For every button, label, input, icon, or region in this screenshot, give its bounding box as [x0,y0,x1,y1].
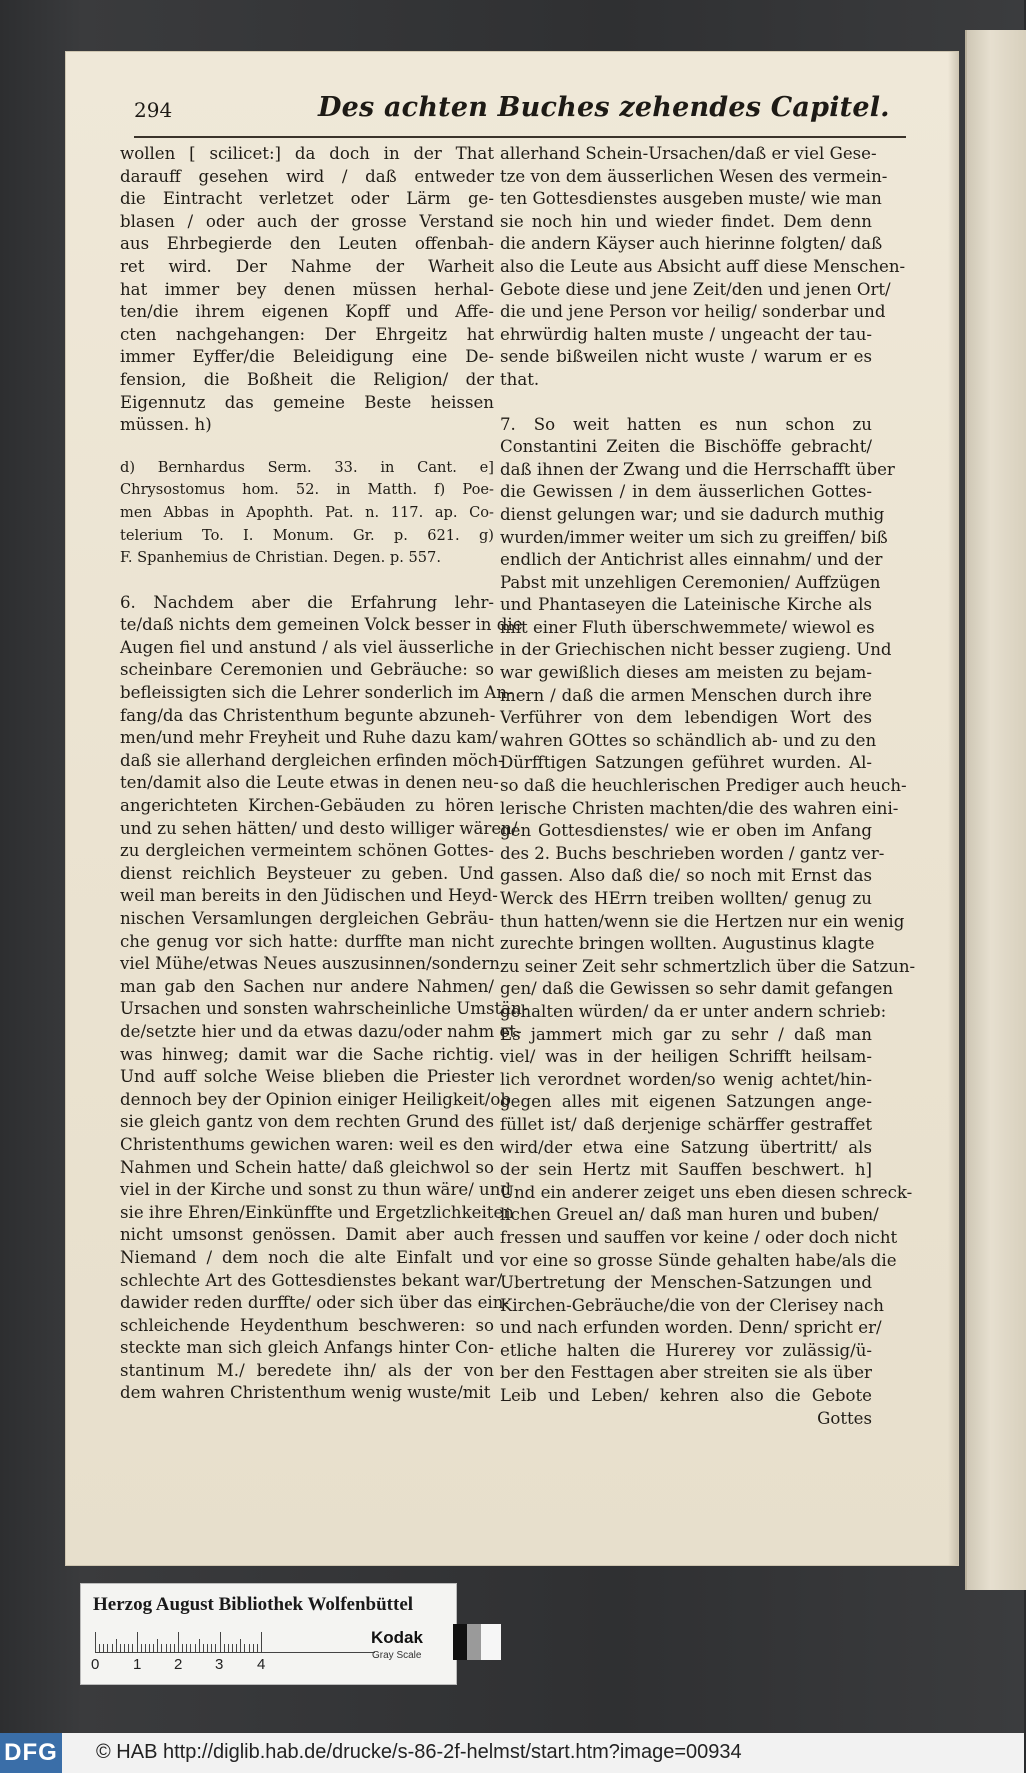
text-line: Leib und Leben/ kehren also die Gebote [500,1386,872,1406]
ruler-tick [170,1644,171,1652]
ruler-tick [145,1644,146,1652]
ruler-number: 2 [174,1656,183,1673]
text-line: Nahmen und Schein hatte/ daß gleichwol so [120,1157,494,1177]
gray-scale-label: Gray Scale [372,1650,422,1661]
text-line: sende bißweilen nicht wuste / warum er es [500,347,872,367]
running-head: Des achten Buches zehendes Capitel. [318,92,890,123]
footnote-line: F. Spanhemius de Christian. Degen. p. 557. [120,549,441,567]
ruler-tick [186,1644,187,1652]
text-line: fang/da das Christenthum begunte abzuneh- [120,705,496,725]
text-line: ber den Festtagen aber streiten sie als über [500,1363,872,1383]
ruler-tick [141,1644,142,1652]
text-line: die Gewissen / in dem äusserlichen Gottes- [500,482,872,502]
text-line: immer Eyffer/die Beleidigung eine De- [120,347,494,367]
ruler-tick [220,1632,221,1652]
text-line: Augen fiel und anstund / als viel äusserliche [120,637,494,657]
text-line: Eigennutz das gemeine Beste heissen [120,392,494,412]
footnote-line: telerium To. I. Monum. Gr. p. 621. g) [120,526,494,544]
text-line: allerhand Schein-Ursachen/daß er viel Gese- [500,144,877,163]
text-line: viel Mühe/etwas Neues auszusinnen/sondern [120,954,500,974]
text-line: befleissigten sich die Lehrer sonderlich im An- [120,683,513,703]
footer-bar [0,1733,1024,1773]
text-line: 6. Nachdem aber die Erfahrung lehr- [120,592,494,612]
text-line: Und auff solche Weise blieben die Priester [120,1067,494,1087]
paragraph-gap [120,570,494,592]
text-line: blasen / oder auch der grosse Verstand [120,211,494,231]
text-line: Dürfftigen Satzungen geführet wurden. Al- [500,753,872,773]
text-line: che genug vor sich hatte: durffte man nicht [120,931,494,951]
text-line: und nach erfunden worden. Denn/ spricht er/ [500,1318,882,1338]
text-line: daß sie allerhand dergleichen erfinden möch- [120,750,504,770]
text-line: Constantini Zeiten die Bischöffe gebracht/ [500,437,872,457]
ruler-tick [195,1644,196,1652]
text-line: füllet ist/ daß derjenige schärffer gestraffet [500,1114,872,1134]
text-line: scheinbare Ceremonien und Gebräuche: so [120,660,494,680]
text-line: und Phantaseyen die Lateinische Kirche als [500,595,872,615]
ruler-tick [244,1644,245,1652]
text-line: schleichende Heydenthum beschweren: so [120,1315,494,1335]
text-line: hat immer bey denen müssen herhal- [120,279,494,299]
text-line: lich verordnet worden/so wenig achtet/hin- [500,1069,872,1089]
text-line: schlechte Art des Gottesdienstes bekant war/ [120,1270,503,1290]
ruler-tick [257,1644,258,1652]
gray-swatch [481,1624,501,1660]
text-line: aus Ehrbegierde den Leuten offenbah- [120,234,494,254]
gray-swatch [453,1624,467,1660]
ruler-tick [120,1644,121,1652]
ruler-tick [112,1644,113,1652]
text-line: 7. So weit hatten es nun schon zu [500,414,872,434]
ruler-tick [132,1644,133,1652]
text-line: tze von dem äusserlichen Wesen des vermein- [500,166,888,186]
text-line: Pabst mit unzehligen Ceremonien/ Auffzügen [500,572,881,592]
paragraph-gap [500,392,872,414]
library-name: Herzog August Bibliothek Wolfenbüttel [93,1594,414,1615]
ruler-scale [95,1626,375,1653]
text-line: Ubertretung der Menschen-Satzungen und [500,1273,872,1293]
text-line: gen/ daß die Gewissen so sehr damit gefangen [500,979,894,999]
text-line: ehrwürdig halten muste / ungeacht der tau- [500,324,872,344]
ruler-number: 4 [257,1656,266,1673]
text-line: weil man bereits in den Jüdischen und Heyd- [120,886,498,906]
paragraph-6 [120,592,528,1405]
text-line: dawider reden durffte/ oder sich über das ein- [120,1293,509,1313]
text-line: cten nachgehangen: Der Ehrgeitz hat [120,324,494,344]
ruler-tick [116,1639,117,1652]
text-line: de/setzte hier und da etwas dazu/oder nahm et- [120,1021,522,1041]
ruler-tick [211,1644,212,1652]
text-line: sie ihre Ehren/Einkünffte und Ergetzlichkeiten [120,1202,514,1222]
text-line: die andern Käyser auch hierinne folgten/ daß [500,234,883,254]
text-line: Und ein anderer zeiget uns eben diesen schreck- [500,1182,913,1202]
facing-page-edge [965,30,1026,1590]
ruler-tick [249,1644,250,1652]
text-line: daß ihnen der Zwang und die Herrschafft über [500,459,895,479]
ruler-tick [178,1632,179,1652]
text-line: in der Griechischen nicht besser zugieng. Und [500,640,892,660]
text-line: viel/ was in der heiligen Schrifft heilsam- [500,1047,872,1067]
ruler-tick [253,1644,254,1652]
text-line: gegen alles mit eigenen Satzungen ange- [500,1092,872,1112]
ruler-tick [228,1644,229,1652]
text-line: etliche halten die Hurerey vor zulässig/ü- [500,1340,872,1360]
text-line: Verführer von dem lebendigen Wort des [500,708,872,728]
ruler-tick [199,1639,200,1652]
text-line: Werck des HErrn treiben wollten/ genug zu [500,889,872,908]
text-line: ret wird. Der Nahme der Warheit [120,256,494,276]
text-line: zu dergleichen vermeintem schönen Gottes- [120,841,494,861]
ruler-tick [236,1644,237,1652]
text-line: gehalten würden/ da er unter andern schrieb: [500,1001,887,1021]
copyright-link[interactable]: © HAB http://diglib.hab.de/drucke/s-86-2f-helmst/start.htm?image=00934 [96,1741,742,1763]
footnotes [120,457,494,570]
text-line: Kirchen-Gebräuche/die von der Clerisey nach [500,1295,884,1315]
ruler-tick [166,1644,167,1652]
text-line: ten Gottesdienstes ausgeben muste/ wie man [500,189,882,209]
ruler-tick [137,1632,138,1652]
text-line: des 2. Buchs beschrieben worden / gantz ver- [500,843,885,863]
ruler-tick [124,1644,125,1652]
text-line: lerische Christen machten/die des wahren eini- [500,798,899,818]
text-line: dienst reichlich Beysteuer zu geben. Und [120,863,494,883]
gray-swatch [467,1624,481,1660]
color-reference-card [81,1584,456,1684]
footnote-line: d) Bernhardus Serm. 33. in Cant. e] [120,458,494,476]
text-line: mern / daß die armen Menschen durch ihre [500,685,872,705]
catchword: Gottes [817,1408,872,1428]
text-line: der sein Hertz mit Sauffen beschwert. h] [500,1160,872,1180]
text-line: angerichteten Kirchen-Gebäuden zu hören [120,796,494,816]
text-line: fension, die Boßheit die Religion/ der [120,369,494,389]
ruler-tick [261,1632,262,1652]
ruler-tick [99,1644,100,1652]
text-line: war gewißlich dieses am meisten zu bejam- [500,663,872,683]
ruler-number: 1 [133,1656,142,1673]
text-line: stantinum M./ beredete ihn/ als der von [120,1360,494,1380]
ruler-tick [128,1644,129,1652]
text-line: gassen. Also daß die/ so noch mit Ernst das [500,866,872,886]
text-line: zu seiner Zeit sehr schmertzlich über die Satzun- [500,956,916,976]
text-line: that. [500,369,540,389]
ruler-tick [215,1644,216,1652]
text-line: zurechte bringen wollten. Augustinus klagte [500,934,875,954]
text-line: müssen. h) [120,415,212,435]
text-line: sie gleich gantz von dem rechten Grund des [120,1112,494,1132]
text-line: thun hatten/wenn sie die Hertzen nur ein wenig [500,911,905,931]
ruler-tick [95,1632,96,1652]
ruler-number: 0 [91,1656,100,1673]
text-line: sie noch hin und wieder findet. Dem denn [500,211,872,231]
text-line: so daß die heuchlerischen Prediger auch heuch- [500,776,907,796]
footnote-line: Chrysostomus hom. 52. in Matth. f) Poe- [120,481,494,499]
text-line: Ursachen und sonsten wahrscheinliche Umstän- [120,999,528,1019]
text-line: fressen und sauffen vor keine / oder doch nicht [500,1227,898,1247]
text-line: nicht umsonst genössen. Damit aber auch [120,1225,494,1245]
ruler-tick [232,1644,233,1652]
dfg-logo: DFG [0,1733,62,1773]
ruler-tick [224,1644,225,1652]
ruler-tick [182,1644,183,1652]
text-line: vor eine so grosse Sünde gehalten habe/als die [500,1250,897,1270]
ruler-tick [153,1644,154,1652]
text-line: Christenthums gewichen waren: weil es den [120,1134,494,1154]
footnote-line: men Abbas in Apophth. Pat. n. 117. ap. Co- [120,503,494,521]
text-line: gen Gottesdienstes/ wie er oben im Anfang [500,821,872,841]
text-line: und zu sehen hätten/ und desto williger wären/ [120,818,518,838]
text-line: die und jene Person vor heilig/ sonderbar und [500,302,886,322]
text-line: Gebote diese und jene Zeit/den und jenen Ort/ [500,279,891,299]
paragraph-7 [500,414,916,1408]
text-line: also die Leute aus Absicht auff diese Menschen- [500,256,906,276]
page-number: 294 [134,98,173,122]
text-line: wahren GOttes so schändlich ab- und zu den [500,730,877,750]
text-line: ten/die ihrem eigenen Kopff und Affe- [120,302,494,322]
ruler-numbers [91,1656,375,1676]
kodak-brand: Kodak [371,1628,423,1647]
text-line: men/und mehr Freyheit und Ruhe dazu kam/ [120,728,498,748]
text-line: dienst gelungen war; und sie dadurch muthig [500,504,885,524]
right-column-opening-text [500,143,906,392]
text-line: nischen Versamlungen dergleichen Gebräu- [120,909,494,928]
text-line: man gab den Sachen nur andere Nahmen/ [120,976,494,996]
text-line: darauff gesehen wird / daß entweder [120,166,494,186]
text-line: ten/damit also die Leute etwas in denen neu- [120,773,499,793]
ruler-tick [149,1644,150,1652]
text-line: wollen [ scilicet:] da doch in der That [120,144,494,163]
text-line: Niemand / dem noch die alte Einfalt und [120,1247,494,1267]
text-line: die Eintracht verletzet oder Lärm ge- [120,189,494,209]
ruler-number: 3 [215,1656,224,1673]
ruler-tick [240,1639,241,1652]
text-line: steckte man sich gleich Anfangs hinter Con- [120,1338,494,1358]
ruler-tick [190,1644,191,1652]
text-line: dennoch bey der Opinion einiger Heiligkeit/ob [120,1089,511,1109]
right-column [500,143,916,1430]
ruler-tick [103,1644,104,1652]
text-line: lichen Greuel an/ daß man huren und buben/ [500,1205,879,1225]
text-line: wurden/immer weiter um sich zu greiffen/ biß [500,527,888,547]
header-rule [134,136,906,138]
ruler-tick [203,1644,204,1652]
ruler-tick [107,1644,108,1652]
text-line: Es jammert mich gar zu sehr / daß man [500,1024,872,1044]
text-line: wird/der etwa eine Satzung übertritt/ als [500,1137,872,1157]
left-column-opening-text [120,143,494,437]
text-line: endlich der Antichrist alles einnahm/ und der [500,550,883,570]
page-header [134,92,906,136]
left-column [120,143,528,1405]
text-line: te/daß nichts dem gemeinen Volck besser in die [120,615,523,635]
ruler-tick [161,1644,162,1652]
ruler-tick [207,1644,208,1652]
ruler-tick [157,1639,158,1652]
text-line: mit einer Fluth überschwemmete/ wiewol es [500,617,875,637]
ruler-tick [174,1644,175,1652]
text-line: dem wahren Christenthum wenig wuste/mit [120,1383,491,1403]
text-line: viel in der Kirche und sonst zu thun wäre/ und [120,1180,512,1200]
text-line: was hinweg; damit war die Sache richtig. [120,1044,494,1064]
